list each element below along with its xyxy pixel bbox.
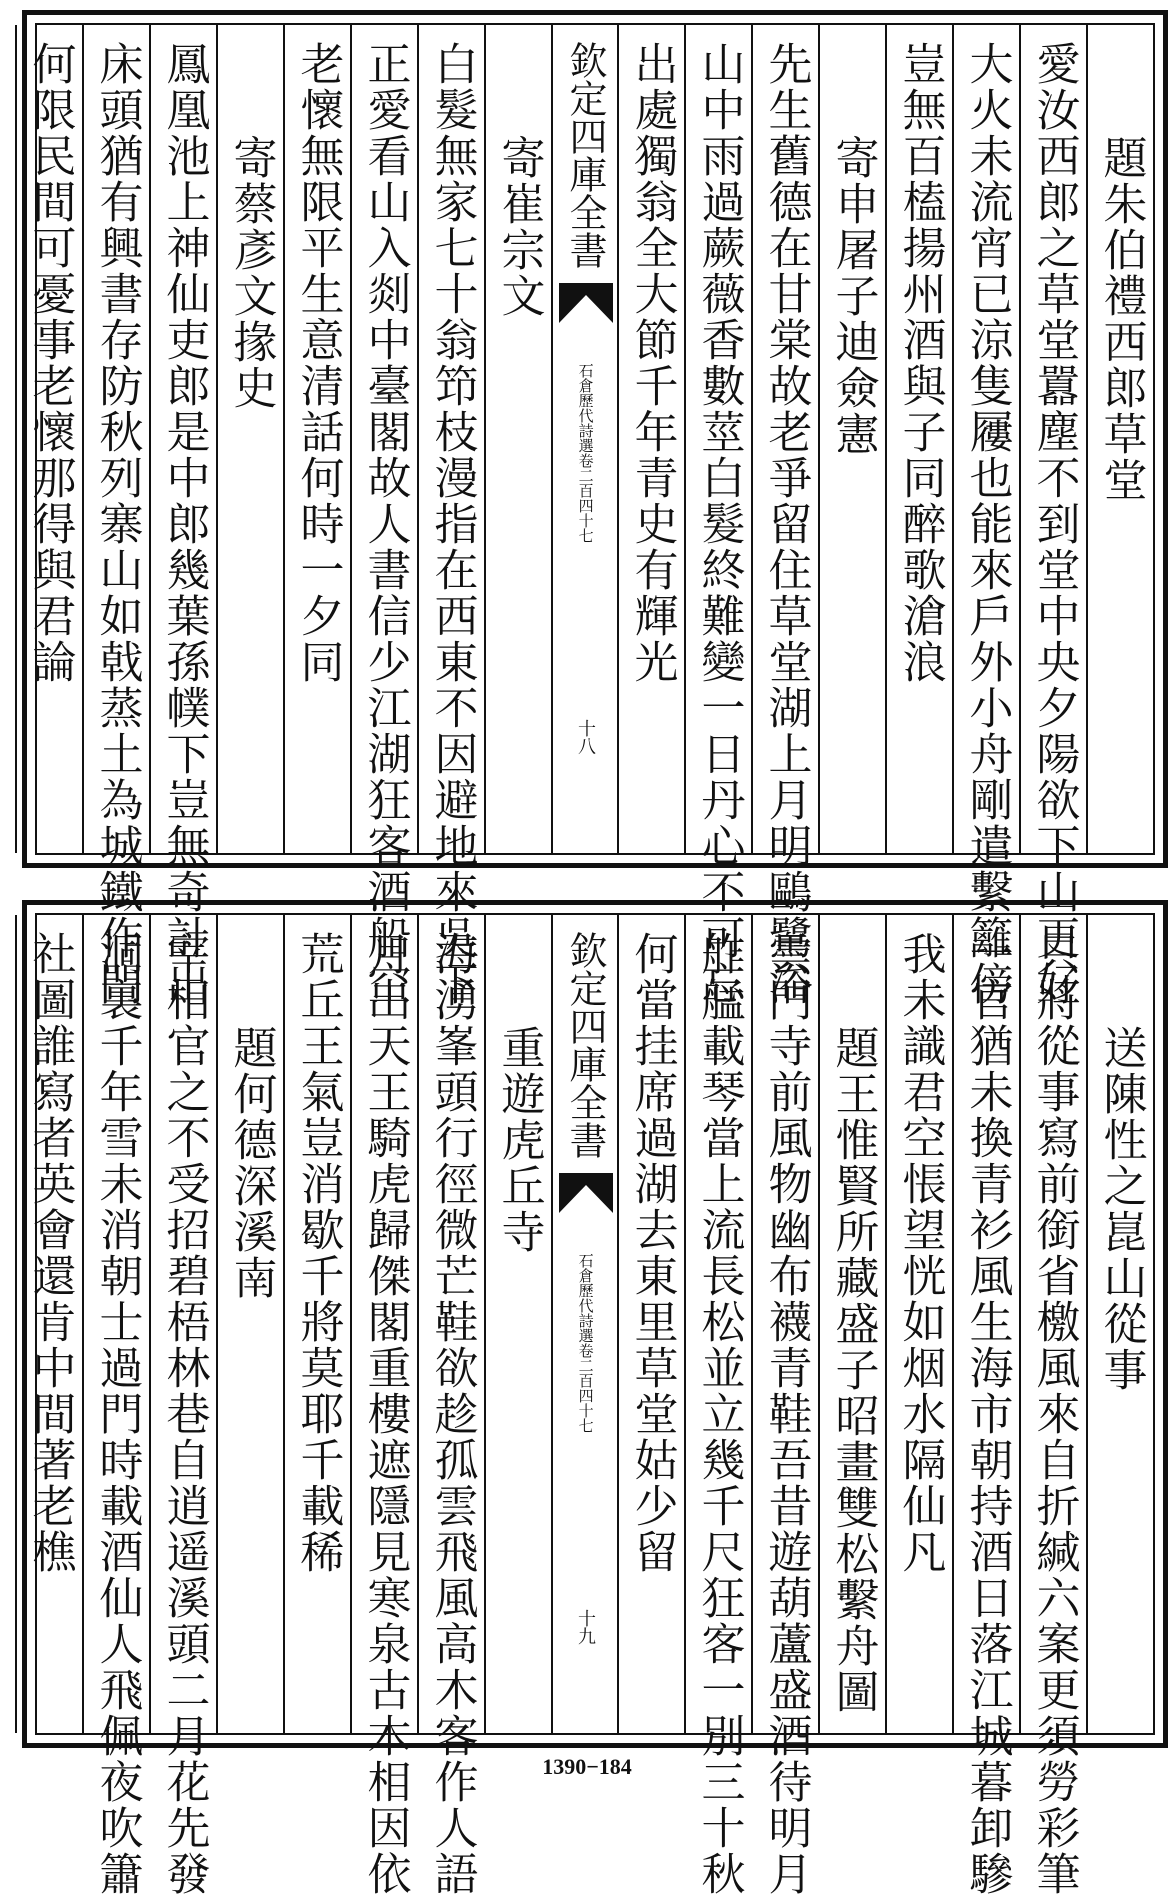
poem-line: 白髮無家七十翁笻枝漫指在西東不因避地來吳下: [426, 41, 478, 1007]
poem-text-column: [15, 915, 82, 1733]
poem-text-column: [283, 25, 350, 853]
poem-line: 山中雨過蕨薇香數莖白髮終難變一日丹心不可忘: [693, 41, 745, 1007]
poem-line: 先生舊德在甘棠故老爭留住草堂湖上月明鷗鷺浴: [760, 41, 812, 1007]
poem-title: 題何德深溪南: [225, 1025, 277, 1301]
poem-line: 何當挂席過湖去東里草堂姑少留: [626, 931, 678, 1575]
book-title: 欽定四庫全書: [563, 41, 607, 269]
poem-line: 老懷無限平生意清話何時一夕同: [292, 41, 344, 685]
poem-line: 愛汝西郎之草堂囂塵不到堂中央夕陽欲下山更好: [1028, 41, 1080, 1007]
poem-title: 寄申屠子迪僉憲: [827, 135, 879, 457]
poem-title: 送陳性之崑山從事: [1095, 1025, 1147, 1393]
source-note: [576, 363, 593, 543]
source-volume: 卷二百四十七: [576, 453, 595, 543]
poem-title-column: [1086, 25, 1153, 853]
poem-line: 社圖誰寫者英會還肯中間著老樵: [24, 931, 76, 1575]
poem-line: 舴艋載琴當上流長松並立幾千尺狂客一別三十秋: [693, 931, 745, 1897]
poem-text-column: [149, 915, 216, 1897]
leaf-number: 十九: [575, 1609, 596, 1645]
page-footer-number: 1390−184: [542, 1754, 632, 1779]
poem-text-column: [82, 915, 149, 1897]
poem-title-column: [216, 915, 283, 1733]
poem-line: 鳳凰池上神仙吏郎是中郎幾葉孫幞下豈無奇計出: [158, 41, 210, 1007]
poem-line: 大火未流宵已涼隻屨也能來戶外小舟剛遣繫籬傍: [961, 41, 1013, 1007]
poem-text-column: [1019, 915, 1086, 1897]
poem-line: 正愛看山入剡中臺閣故人書信少江湖狂客酒船空: [359, 41, 411, 1007]
page-top: [22, 10, 1168, 1007]
poem-text-column: [751, 25, 818, 1007]
poem-title: 重遊虎丘寺: [493, 1025, 545, 1255]
poem-text-column: [952, 25, 1019, 1007]
poem-line: 宰相官之不受招碧梧林巷自逍遥溪頭二月花先發: [158, 931, 210, 1897]
poem-text-column: [684, 915, 751, 1897]
poem-text-column: [350, 25, 417, 1007]
poem-text-column: [283, 915, 350, 1733]
poem-text-column: [417, 915, 484, 1897]
poem-line: 洞裏千年雪未消朝士過門時載酒仙人飛佩夜吹簫: [91, 931, 143, 1897]
book-title: 欽定四庫全書: [563, 931, 607, 1159]
poem-line: 海湧峯頭行徑微芒鞋欲趁孤雲飛風高木客作人語: [426, 931, 478, 1897]
source-note: [576, 1253, 593, 1433]
source-title: 石倉歷代詩選: [576, 363, 595, 453]
poem-text-column: [617, 915, 684, 1733]
poem-line: 月出天王騎虎歸傑閣重樓遮隱見寒泉古木相因依: [359, 931, 411, 1897]
poem-text-column: [149, 25, 216, 1007]
poem-title-column: [818, 25, 885, 853]
poem-line: 我未識君空悵望恍如烟水隔仙凡: [894, 931, 946, 1575]
poem-title-column: [818, 915, 885, 1733]
source-volume: 卷二百四十七: [576, 1343, 595, 1433]
poem-text-column: [684, 25, 751, 1007]
text-columns: [24, 25, 1153, 1007]
poem-line: 一官猶未換青衫風生海市朝持酒日落江城暮卸驂: [961, 931, 1013, 1897]
source-title: 石倉歷代詩選: [576, 1253, 595, 1343]
page-frame: [24, 23, 1155, 1007]
center-spine: [551, 915, 617, 1733]
leaf-number: 十八: [575, 719, 596, 755]
poem-title-column: [1086, 915, 1153, 1733]
poem-title: 寄崔宗文: [493, 135, 545, 319]
fish-tail-mark-icon: [559, 1173, 613, 1213]
poem-title: 題朱伯禮西郎草堂: [1095, 135, 1147, 503]
poem-title: 寄蔡彥文掾史: [225, 135, 277, 411]
poem-title-column: [484, 25, 551, 853]
poem-line: 只將從事寫前銜省檄風來自折緘六案更須勞彩筆: [1028, 931, 1080, 1897]
fish-tail-mark-icon: [559, 283, 613, 323]
poem-line: 何限民間可憂事老懷那得與君論: [24, 41, 76, 685]
poem-line: 豈無百榼揚州酒與子同醉歌滄浪: [894, 41, 946, 685]
poem-line: 雲門寺前風物幽布襪青鞋吾昔遊葫蘆盛酒待明月: [760, 931, 812, 1897]
poem-line: 出處獨翁全大節千年青史有輝光: [626, 41, 678, 685]
poem-text-column: [1019, 25, 1086, 1007]
poem-text-column: [617, 25, 684, 853]
poem-line: 床頭猶有興書存防秋列寨山如戟蒸土為城鐵作門: [91, 41, 143, 1007]
poem-text-column: [885, 25, 952, 853]
poem-title-column: [484, 915, 551, 1733]
poem-text-column: [417, 25, 484, 1007]
poem-text-column: [885, 915, 952, 1733]
poem-line: 荒丘王氣豈消歇千將莫耶千載稀: [292, 931, 344, 1575]
center-spine: [551, 25, 617, 853]
poem-text-column: [952, 915, 1019, 1897]
poem-text-column: [751, 915, 818, 1897]
poem-title: 題王惟賢所藏盛子昭畫雙松繫舟圖: [827, 1025, 879, 1715]
poem-text-column: [82, 25, 149, 1007]
poem-text-column: [350, 915, 417, 1897]
poem-title-column: [216, 25, 283, 853]
poem-text-column: [15, 25, 82, 853]
